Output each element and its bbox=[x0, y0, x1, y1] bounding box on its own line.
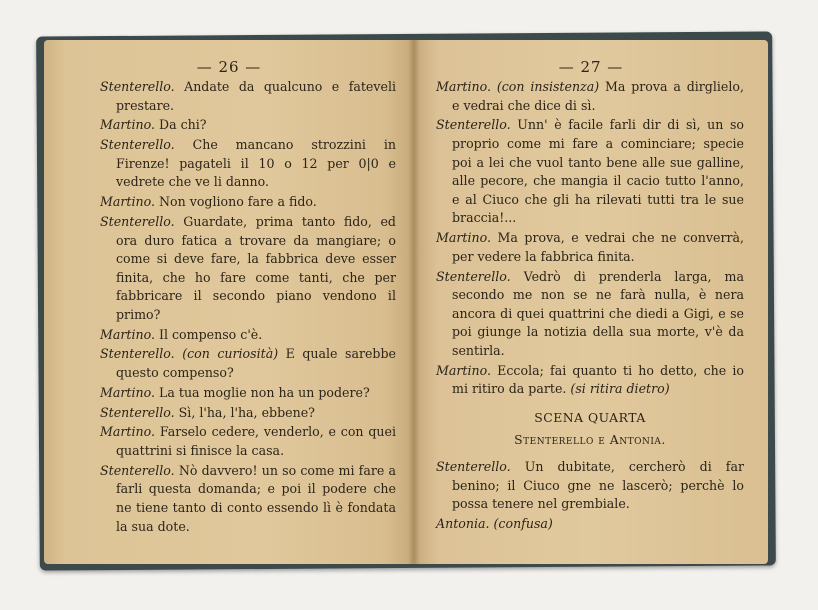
dialogue-text: Da chi? bbox=[155, 117, 207, 133]
scene-title: SCENA QUARTA bbox=[534, 409, 646, 425]
speaker-name: Stenterello. bbox=[100, 346, 175, 362]
speaker-name: Stenterello. bbox=[100, 79, 175, 94]
dialogue-line bbox=[436, 458, 744, 514]
page-text bbox=[436, 78, 744, 535]
speaker-name: Stenterello. bbox=[100, 213, 175, 229]
speaker-name: Martino. bbox=[100, 326, 155, 342]
speaker-name: Antonia. bbox=[436, 516, 490, 531]
speaker-name: Martino. bbox=[436, 362, 491, 378]
dialogue-text: Andate da qualcuno e fateveli prestare. bbox=[116, 79, 396, 113]
dialogue-block bbox=[436, 458, 744, 534]
speaker-name: Martino. bbox=[100, 194, 155, 210]
dialogue-line bbox=[100, 462, 396, 536]
speaker-name: Martino. bbox=[436, 230, 491, 246]
dialogue-line bbox=[100, 404, 396, 423]
speaker-name: Stenterello. bbox=[436, 268, 511, 284]
scene-characters: Stenterello e Antonia. bbox=[514, 432, 666, 448]
dialogue-text: Ma prova a dirglielo, e vedrai che dice di sì. bbox=[452, 79, 744, 113]
stage-direction: (confusa) bbox=[493, 516, 553, 531]
page-number: — 27 — bbox=[558, 58, 624, 76]
dialogue-line bbox=[436, 362, 744, 399]
dialogue-line bbox=[436, 78, 744, 115]
dialogue-text: Farselo cedere, venderlo, e con quei quattrini si finisce la casa. bbox=[116, 424, 396, 458]
speaker-name: Stenterello. bbox=[436, 117, 511, 133]
dialogue-text: Nò davvero! un so come mi fare a farli questa domanda; e poi il podere che ne tiene tanto di conto essendo lì è fondata la sua dote. bbox=[116, 462, 396, 534]
right-page bbox=[414, 40, 768, 564]
speaker-name: Stenterello. bbox=[100, 137, 175, 153]
stage-direction: (si ritira dietro) bbox=[570, 381, 670, 397]
dialogue-line bbox=[100, 116, 396, 135]
dialogue-block bbox=[436, 78, 744, 399]
speaker-name: Martino. bbox=[100, 384, 155, 400]
stage-direction: (con curiosità) bbox=[182, 346, 279, 362]
speaker-name: Stenterello. bbox=[100, 404, 175, 420]
dialogue-text: Che mancano strozzini in Firenze! pagateli il 10 o 12 per 0|0 e vedrete che ve li danno. bbox=[116, 137, 396, 190]
speaker-name: Martino. bbox=[100, 117, 155, 133]
dialogue-text: Eccola; fai quanto ti ho detto, che io mi ritiro da parte. bbox=[452, 362, 744, 397]
speaker-name: Martino. bbox=[436, 79, 491, 94]
dialogue-text: Il compenso c'è. bbox=[155, 326, 263, 342]
book-gutter bbox=[408, 40, 420, 564]
dialogue-text: Vedrò di prenderla larga, ma secondo me non se ne farà nulla, è nera ancora di quei quattrini che diedi a Gigi, e se poi giunge la notizia della sua morte, v'è da sentirla. bbox=[452, 268, 744, 358]
dialogue-line bbox=[100, 213, 396, 325]
dialogue-line bbox=[100, 345, 396, 382]
stage-direction: (con insistenza) bbox=[496, 79, 600, 94]
dialogue-line bbox=[436, 229, 744, 266]
dialogue-text: Ma prova, e vedrai che ne converrà, per vedere la fabbrica finita. bbox=[452, 230, 744, 264]
speaker-name: Stenterello. bbox=[436, 459, 511, 475]
dialogue-line bbox=[436, 116, 744, 228]
dialogue-text: E quale sarebbe questo compenso? bbox=[116, 346, 397, 381]
dialogue-text: Guardate, prima tanto fido, ed ora duro fatica a trovare da mangiare; o come si deve fare, la fabbrica deve esser finita, che ho fare come tanti, che per fabbricare il secondo piano vendono il primo? bbox=[116, 213, 396, 322]
dialogue-text: Sì, l'ha, l'ha, ebbene? bbox=[174, 404, 315, 420]
dialogue-line bbox=[100, 326, 396, 345]
dialogue-text: Unn' è facile farli dir di sì, un so proprio come mi fare a cominciare; specie poi a lei che vuol tanto bene alle sue galline, alle pecore, che mangia il cacio tutto l'anno, e al Ciuco che gli ha rilevati tutti tra le sue braccia!... bbox=[452, 117, 744, 226]
left-page bbox=[44, 40, 414, 564]
dialogue-text: Non vogliono fare a fido. bbox=[155, 194, 317, 210]
dialogue-line bbox=[436, 268, 744, 361]
dialogue-text: Un dubitate, cercherò di far benino; il Ciuco gne ne lascerò; perchè lo possa tenere nel grembiale. bbox=[452, 459, 744, 512]
page-text bbox=[100, 78, 396, 537]
dialogue-line bbox=[436, 515, 744, 534]
dialogue-text: La tua moglie non ha un podere? bbox=[155, 384, 370, 400]
dialogue-line bbox=[100, 193, 396, 212]
speaker-name: Stenterello. bbox=[100, 462, 175, 478]
dialogue-line bbox=[100, 384, 396, 403]
page-number: — 26 — bbox=[196, 58, 262, 76]
dialogue-line bbox=[100, 136, 396, 192]
speaker-name: Martino. bbox=[100, 424, 155, 440]
dialogue-line bbox=[100, 423, 396, 460]
dialogue-line bbox=[100, 78, 396, 115]
